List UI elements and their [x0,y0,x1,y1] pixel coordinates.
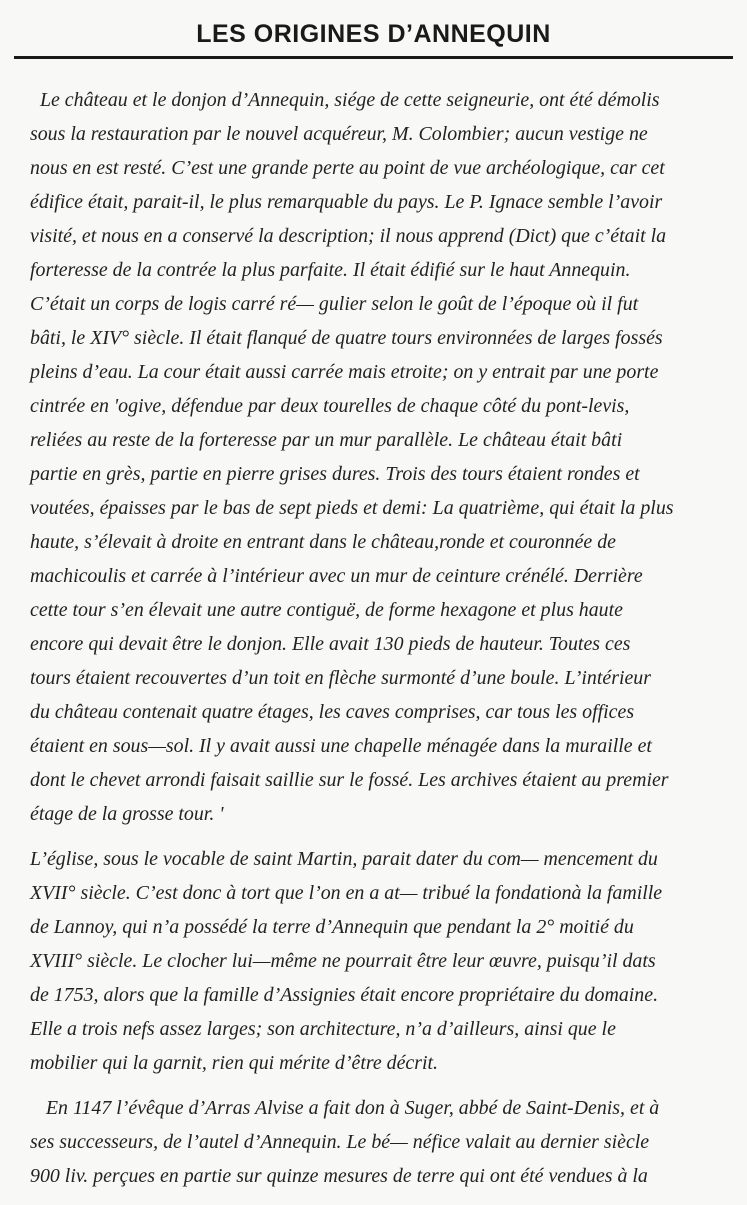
text-line: Elle a trois nefs assez larges; son architecture, n’a d’ailleurs, ainsi que le [30,1018,616,1040]
document-body [30,83,738,1193]
text-line: 900 liv. perçues en partie sur quinze mesures de terre qui ont été vendues à la [30,1165,648,1187]
page-title: LES ORIGINES D’ANNEQUIN [196,20,551,48]
text-line: dont le chevet arrondi faisait saillie sur le fossé. Les archives étaient au premier [30,769,669,791]
paragraph [30,83,738,831]
text-line: mobilier qui la garnit, rien qui mérite d’être décrit. [30,1052,439,1074]
text-line: de Lannoy, qui n’a possédé la terre d’Annequin que pendant la 2° moitié du [30,916,634,938]
text-line: visité, et nous en a conservé la description; il nous apprend (Dict) que c’était la [30,225,667,247]
text-line: encore qui devait être le donjon. Elle avait 130 pieds de hauteur. Toutes ces [30,633,631,655]
text-line: machicoulis et carrée à l’intérieur avec un mur de ceinture crénélé. Derrière [30,565,643,587]
text-line: voutées, épaisses par le bas de sept pieds et demi: La quatrième, qui était la plus [30,497,674,519]
text-line: bâti, le XIV° siècle. Il était flanqué de quatre tours environnées de larges fossés [30,327,663,349]
text-line: cette tour s’en élevait une autre contiguë, de forme hexagone et plus haute [30,599,623,621]
text-line: du château contenait quatre étages, les caves comprises, car tous les offices [30,701,635,723]
text-line: de 1753, alors que la famille d’Assignies était encore propriétaire du domaine. [30,984,659,1006]
paragraph-gap [30,831,738,842]
text-line: XVIII° siècle. Le clocher lui—même ne pourrait être leur œuvre, puisqu’il dats [30,950,656,972]
text-line: cintrée en 'ogive, défendue par deux tourelles de chaque côté du pont-levis, [30,395,630,417]
text-line: haute, s’élevait à droite en entrant dans le château,ronde et couronnée de [30,531,616,553]
text-line: XVII° siècle. C’est donc à tort que l’on en a at— tribué la fondationà la famille [30,882,663,904]
text-line: Le château et le donjon d’Annequin, siége de cette seigneurie, ont été démolis [39,89,660,111]
text-line: C’était un corps de logis carré ré— gulier selon le goût de l’époque où il fut [30,293,639,315]
title-underline [14,56,733,59]
text-line: pleins d’eau. La cour était aussi carrée mais etroite; on y entrait par une porte [30,361,659,383]
text-line: étage de la grosse tour. ' [30,803,224,825]
text-line: tours étaient recouvertes d’un toit en flèche surmonté d’une boule. L’intérieur [30,667,652,689]
paragraph [30,1091,738,1193]
paragraph [30,842,738,1080]
text-line: sous la restauration par le nouvel acquéreur, M. Colombier; aucun vestige ne [30,123,648,145]
text-line: En 1147 l’évêque d’Arras Alvise a fait don à Suger, abbé de Saint-Denis, et à [45,1097,660,1119]
text-line: édifice était, parait-il, le plus remarquable du pays. Le P. Ignace semble l’avoir [30,191,663,213]
text-line: nous en est resté. C’est une grande perte au point de vue archéologique, car cet [30,157,665,179]
text-line: L’église, sous le vocable de saint Martin, parait dater du com— mencement du [30,848,658,870]
text-line: ses successeurs, de l’autel d’Annequin. Le bé— néfice valait au dernier siècle [30,1131,650,1153]
text-line: reliées au reste de la forteresse par un mur parallèle. Le château était bâti [30,429,623,451]
text-line: partie en grès, partie en pierre grises dures. Trois des tours étaient rondes et [30,463,640,485]
text-line: forteresse de la contrée la plus parfaite. Il était édifié sur le haut Annequin. [30,259,631,281]
paragraph-gap [30,1080,738,1091]
text-line: étaient en sous—sol. Il y avait aussi une chapelle ménagée dans la muraille et [30,735,652,757]
